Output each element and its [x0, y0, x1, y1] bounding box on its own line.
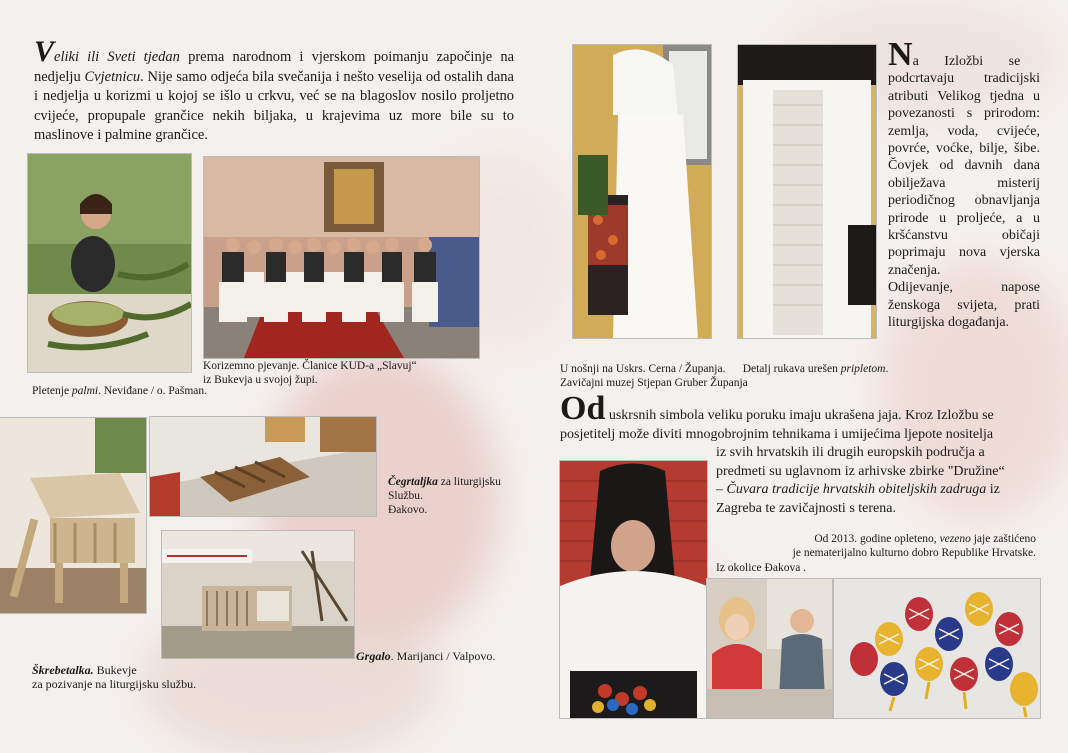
choir-photo	[203, 156, 480, 359]
choir-caption: Korizemno pjevanje. Članice KUD-a „Slavuj“ iz Bukevja u svojoj župi.	[203, 360, 417, 386]
palm-weaving-caption: Pletenje palmi. Neviđane / o. Pašman.	[32, 385, 208, 397]
decorated-eggs-photo	[833, 578, 1041, 719]
costume-photo	[572, 44, 712, 339]
egg-origin-caption: Iz okolice Đakova .	[716, 562, 807, 574]
sleeve-detail-photo	[737, 44, 877, 339]
exhibit-paragraph: Na Izložbi se podcrtavaju tradicijski atributi Velikog tjedna u povezanosti s prirodom: zemlja, voda, cvijeće, povrće, voćke, bilje, šibe. Čovjek od davnih dana obilježava misterij periodičnog obnavljanja prirode u proljeće, a u kršćanstvu običaji poprimaju nova vjerska značenja. Odijevanje, napose ženskoga svijeta, prati liturgijska događanja.	[888, 36, 1040, 331]
skrebetalka-photo	[0, 417, 147, 614]
skrebetalka-caption: Škrebetalka. Bukevje za pozivanje na liturgijsku službu.	[32, 663, 197, 691]
intro-dropcap: V	[34, 35, 55, 68]
children-photo	[706, 578, 833, 719]
palm-weaving-photo	[27, 153, 192, 373]
exhibit-dropcap: N	[888, 36, 913, 73]
right-page	[534, 0, 1068, 753]
eggs-paragraph: Od uskrsnih simbola veliku poruku imaju ukrašena jaja. Kroz Izložbu se posjetitelj može diviti mnogobrojnim tehnikama i umijećima ljepote nositelja iz svih hrvatskih ili drugih europskih područja a predmeti su uglavnom iz arhivske zbirke "Družine“ – Čuvara tradicije hrvatskih obiteljskih zadruga iz Zagreba te zavičajnosti s terena.	[560, 390, 1005, 516]
costume-captions: U nošnji na Uskrs. Cerna / Županja. Detalj rukava urešen pripletom. Zavičajni muzej Stjepan Gruber Županja	[560, 363, 889, 389]
egg-weaver-photo	[559, 460, 708, 719]
cegrtaljka-photo	[149, 416, 377, 517]
egg-caption: Od 2013. godine opleteno, vezeno jaje zaštićeno je nematerijalno kulturno dobro Republike Hrvatske.	[792, 533, 1036, 559]
eggs-dropcap: Od	[560, 390, 606, 427]
grgalo-caption: Grgalo. Marijanci / Valpovo.	[356, 649, 496, 663]
cegrtaljka-caption: Čegrtaljka za liturgijsku Službu. Đakovo.	[388, 476, 501, 516]
grgalo-photo	[161, 530, 355, 659]
intro-paragraph: Veliki ili Sveti tjedan prema narodnom i vjerskom poimanju započinje na nedjelju Cvjetnicu. Nije samo odjeća bila svečanija i nešto veselija od ostalih dana i nedjelja u korizmi u kojoj se išlo u crkvu, već se na blagoslov nosilo proljetno cvijeće, propupale grančice nekih biljaka, u krajevima uz more bile su to maslinove i palmine grančice.	[34, 35, 514, 143]
